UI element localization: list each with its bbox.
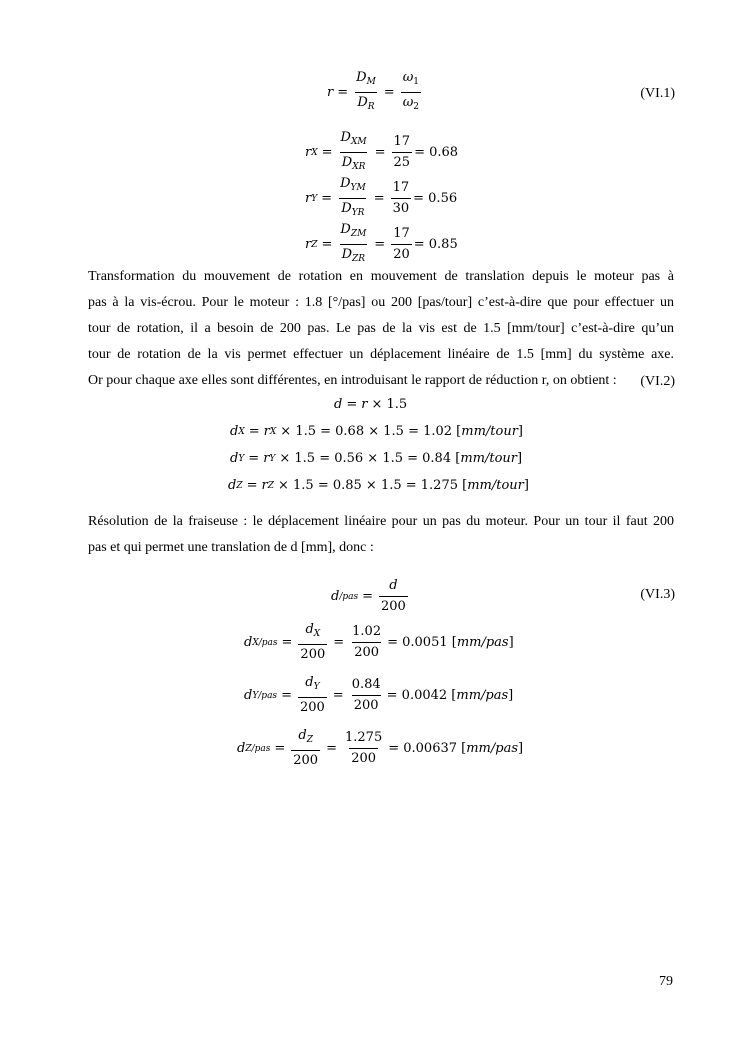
equation-ry: r Y = $\frac{D_{YM}}{D_{YR}}$ = $\frac{17}{30}$ = 0.56 <box>305 176 457 221</box>
fraction-dym-dyr: $\frac{D_{YM}}{D_{YR}}$ <box>338 176 368 221</box>
ratio-result: = 0.68 <box>414 145 459 160</box>
fraction-dm-dr: $\frac{D_M}{D_R}$ <box>354 70 378 115</box>
equation-number-vi3: (VI.3) <box>640 587 675 602</box>
equation-dx: d X = r X × 1.5 = 0.68 × 1.5 = 1.02 [ mm/tour ] <box>230 424 523 439</box>
paragraph-line: Résolution de la fraiseuse : le déplacement linéaire pour un pas du moteur. Pour un tour il faut 200 <box>88 514 674 529</box>
equation-dy: d Y = r Y × 1.5 = 0.56 × 1.5 = 0.84 [ mm/tour ] <box>230 451 523 466</box>
fraction-values: $\frac{17}{25}$ <box>393 134 411 170</box>
equation-number-vi2: (VI.2) <box>640 374 675 389</box>
fraction-value-200: $\frac{1.275}{200}$ <box>345 730 383 766</box>
paragraph-line: tour de rotation, il a besoin de 200 pas. Le pas de la vis est de 1.5 [mm/tour] c’est-à-dire qu’un <box>88 321 674 336</box>
fraction-dz-200: $\frac{d_Z}{200}$ <box>293 728 319 768</box>
equation-vi3: d /pas = $\frac{d}{200}$ <box>331 578 406 614</box>
fraction-dzm-dzr: $\frac{D_{ZM}}{D_{ZR}}$ <box>338 222 368 267</box>
equation-dz-pas: d Z/pas = $\frac{d_Z}{200}$ = $\frac{1.275}{200}$ = 0.00637 [ mm/pas ] <box>237 728 524 768</box>
equation-vi1 <box>327 70 423 115</box>
fraction-value-200: $\frac{0.84}{200}$ <box>351 677 381 713</box>
equation-dy-pas: d Y/pas = $\frac{d_Y}{200}$ = $\frac{0.84}{200}$ = 0.0042 [ mm/pas ] <box>244 675 514 715</box>
fraction-omega: $\frac{\omega_1}{\omega_2}$ <box>401 70 421 115</box>
equation-rx: r X = $\frac{D_{XM}}{D_{XR}}$ = $\frac{17}{25}$ = 0.68 <box>305 130 458 175</box>
paragraph-line: Or pour chaque axe elles sont différentes, en introduisant le rapport de réduction r, on obtient : <box>88 373 617 388</box>
ratio-result: = 0.85 <box>413 237 458 252</box>
paragraph-resolution <box>88 509 674 561</box>
fraction-dy-200: $\frac{d_Y}{200}$ <box>299 675 325 715</box>
paragraph-line: pas à la vis-écrou. Pour le moteur : 1.8 [°/pas] ou 200 [pas/tour] c’est-à-dire que pour effectuer un <box>88 295 674 310</box>
fraction-values: $\frac{17}{20}$ <box>393 226 410 262</box>
paragraph-line: Transformation du mouvement de rotation en mouvement de translation depuis le moteur pas à <box>88 269 674 284</box>
eq1-lhs: r <box>327 85 334 100</box>
fraction-dx-200: $\frac{d_X}{200}$ <box>300 622 326 662</box>
equation-dx-pas: d X/pas = $\frac{d_X}{200}$ = $\frac{1.02}{200}$ = 0.0051 [ mm/pas ] <box>244 622 514 662</box>
fraction-values: $\frac{17}{30}$ <box>392 180 410 216</box>
fraction-value-200: $\frac{1.02}{200}$ <box>352 624 382 660</box>
equation-vi2: d = r × 1.5 <box>334 397 408 412</box>
fraction-d-200: $\frac{d}{200}$ <box>381 578 406 614</box>
equation-dz: d Z = r Z × 1.5 = 0.85 × 1.5 = 1.275 [ mm/tour ] <box>228 478 529 493</box>
paragraph-line: pas et qui permet une translation de d [mm], donc : <box>88 540 374 555</box>
paragraph-line: tour de rotation de la vis permet effectuer un déplacement linéaire de 1.5 [mm] du système axe. <box>88 347 674 362</box>
equation-rz: r Z = $\frac{D_{ZM}}{D_{ZR}}$ = $\frac{17}{20}$ = 0.85 <box>305 222 458 267</box>
fraction-dxm-dxr: $\frac{D_{XM}}{D_{XR}}$ <box>339 130 369 175</box>
page-number: 79 <box>659 974 673 989</box>
ratio-result: = 0.56 <box>413 191 458 206</box>
paragraph-transformation <box>88 264 674 394</box>
equation-number-vi1: (VI.1) <box>640 86 675 101</box>
equals-sign: = <box>337 85 349 100</box>
equals-sign: = <box>383 85 395 100</box>
